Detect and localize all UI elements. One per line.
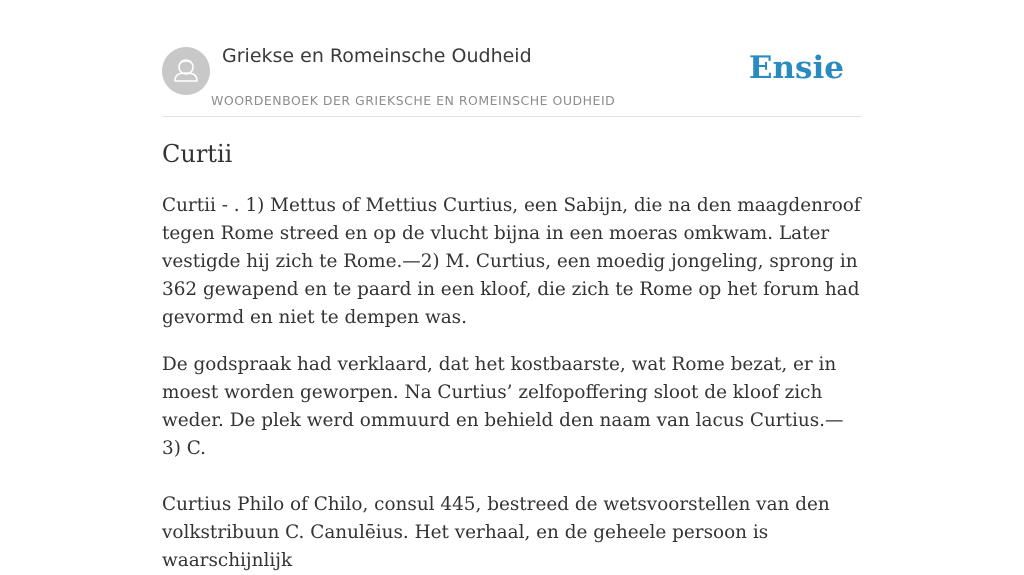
entry-title: Curtii: [162, 140, 233, 168]
entry-paragraph-3: Curtius Philo of Chilo, consul 445, bestreed de wetsvoorstellen van den volkstribuun C. Canulēius. Het verhaal, en de geheele persoon is waarschijnlijk: [162, 494, 830, 571]
entry-content: [162, 138, 862, 575]
entry-paragraph-1: Curtii - . 1) Mettus of Mettius Curtius, een Sabijn, die na den maagdenroof tegen Rome streed en op de vlucht bijna in een moeras omkwam. Later vestigde hij zich te Rome.—2) M. Curtius, een moedig jongeling, sprong in 362 gewapend en te paard in een kloof, die zich te Rome op het forum had gevormd en niet te dempen was.: [162, 195, 861, 328]
user-silhouette-icon: [162, 47, 210, 95]
source-avatar[interactable]: [162, 47, 210, 95]
ensie-logo-link[interactable]: Ensie: [748, 50, 844, 86]
source-subtitle: WOORDENBOEK DER GRIEKSCHE EN ROMEINSCHE OUDHEID: [211, 93, 616, 108]
entry-paragraph-2: De godspraak had verklaard, dat het kostbaarste, wat Rome bezat, er in moest worden geworpen. Na Curtius’ zelfopoffering sloot de kloof zich weder. De plek werd ommuurd en behield den naam van lacus Curtius.—3) C.: [162, 354, 844, 459]
source-header: [162, 0, 862, 117]
source-title[interactable]: Griekse en Romeinsche Oudheid: [222, 45, 532, 67]
